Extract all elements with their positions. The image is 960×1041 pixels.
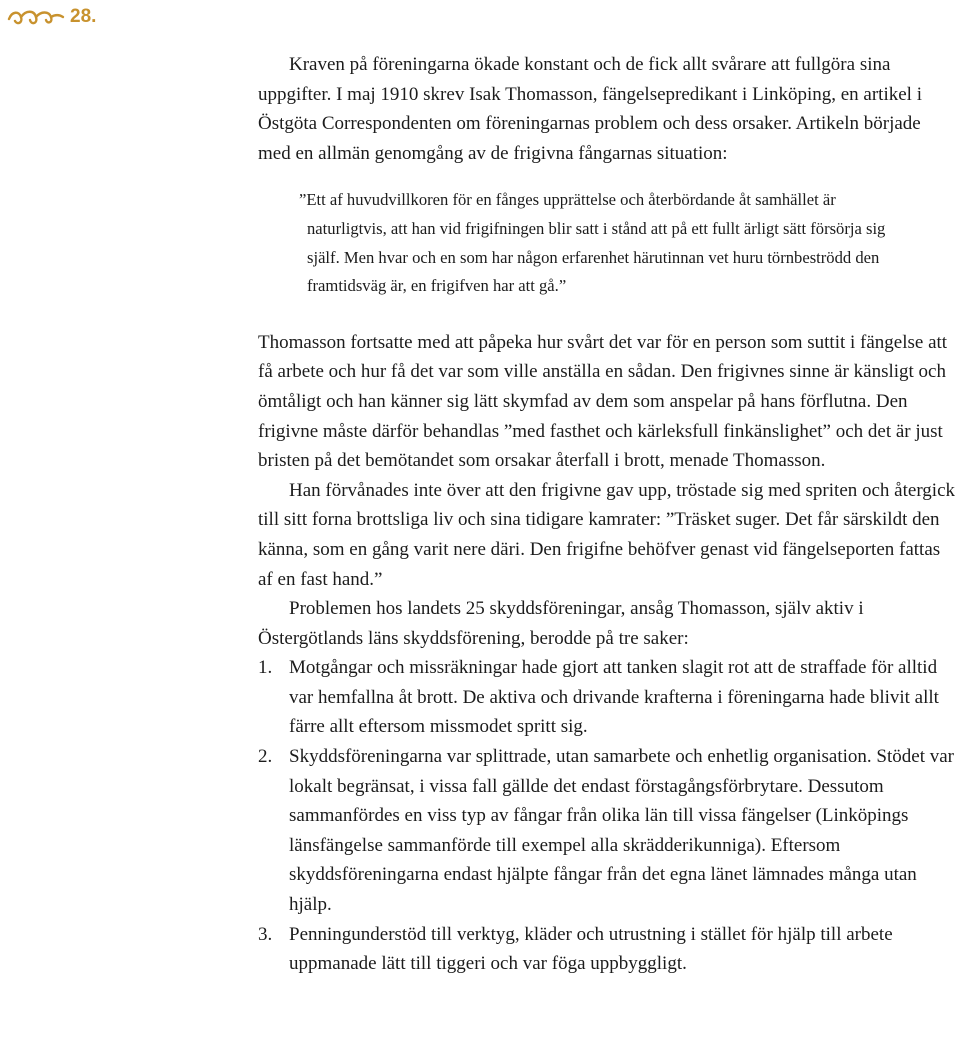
list-item-text: Motgångar och missräkningar hade gjort att tanken slagit rot att de straffade för alltid var hemfallna åt brott. De aktiva och drivande krafterna i föreningarna hade blivit allt färre allt eftersom missmodet spritt sig. (289, 657, 939, 738)
list-item-text: Penningunderstöd till verktyg, kläder och utrustning i stället för hjälp till arbete uppmanade lätt till tiggeri och var föga uppbyggligt. (289, 923, 893, 975)
swirl-ornament-icon (6, 6, 66, 28)
paragraph-4: Problemen hos landets 25 skyddsföreningar, ansåg Thomasson, själv aktiv i Östergötlands läns skyddsförening, berodde på tre saker: (258, 598, 864, 649)
page-header (6, 4, 96, 30)
quote-text: ”Ett af huvudvillkoren för en fånges upprättelse och återbördande åt samhället är naturligtvis, att han vid frigifningen blir satt i stånd att på ett fullt ärligt sätt försörja sig själf. Men hvar och en som har någon erfarenhet härutinnan vet huru törnbeströdd den framtidsväg är, en frigifven har att gå.” (299, 190, 886, 296)
list-item-number: 2. (258, 746, 273, 768)
paragraph-3: Han förvånades inte över att den frigivne gav upp, tröstade sig med spriten och återgick till sitt forna brottsliga liv och sina tidigare kamrater: ”Träsket suger. Det får särskildt den känna, som en gång varit nere däri. Den frigifne behöfver genast vid fängelseporten fattas af en fast hand.” (258, 479, 956, 590)
list-item-text: Skyddsföreningarna var splittrade, utan samarbete och enhetlig organisation. Stödet var lokalt begränsat, i vissa fall gällde det endast förstagångsförbrytare. Dessutom sammanfördes en viss typ av fångar från olika län till vissa fängelser (Linköpings länsfängelse sammanförde till exempel alla skrädderikunniga). Eftersom skyddsföreningarna endast hjälpte fångar från det egna länet lämnades många utan hjälp. (289, 746, 954, 916)
block-quote (299, 186, 899, 300)
paragraph-2: Thomasson fortsatte med att påpeka hur svårt det var för en person som suttit i fängelse att få arbete och hur få det var som ville anställa en sådan. Den frigivnes sinne är känsligt och ömtåligt och han känner sig lätt skymfad av dem som anspelar på hans förflutna. Den frigivne måste därför behandlas ”med fasthet och kärleksfull finkänslighet” och det är just bristen på det bemötandet som orsakar återfall i brott, menade Thomasson. (258, 331, 948, 472)
intro-paragraph: Kraven på föreningarna ökade konstant och de fick allt svårare att fullgöra sina uppgifter. I maj 1910 skrev Isak Thomasson, fängelsepredikant i Linköping, en artikel i Östgöta Correspondenten om föreningarnas problem och dess orsaker. Artikeln började med en allmän genomgång av de frigivna fångarnas situation: (258, 54, 922, 164)
list-item (258, 742, 958, 920)
page-number: 28. (70, 6, 97, 27)
page-body (258, 50, 958, 979)
list-item (258, 920, 958, 979)
reasons-list (258, 653, 958, 979)
list-item-number: 1. (258, 657, 273, 679)
list-item (258, 653, 958, 742)
list-item-number: 3. (258, 923, 273, 945)
